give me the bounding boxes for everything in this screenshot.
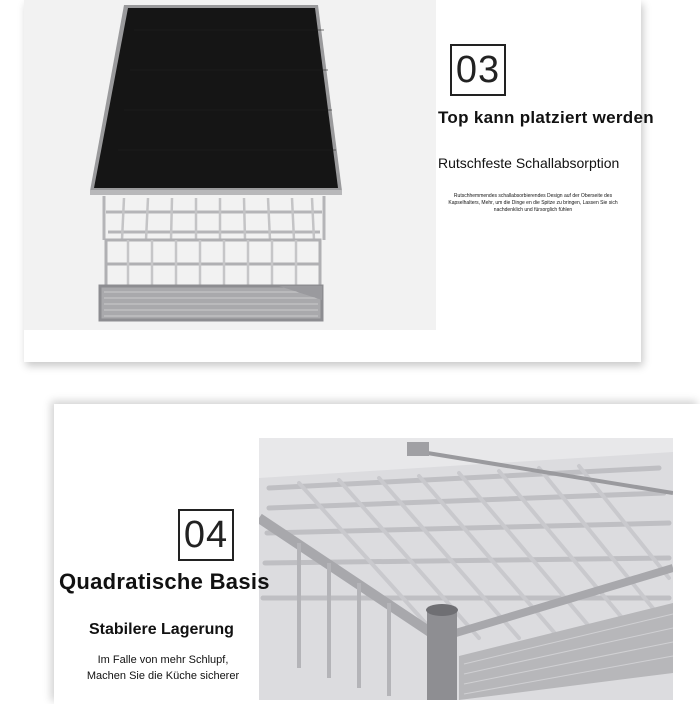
feature-04-subtitle: Stabilere Lagerung	[89, 621, 234, 638]
feature-04-description-line-2: Machen Sie die Küche sicherer	[86, 670, 240, 682]
drawer-illustration	[24, 0, 436, 330]
feature-03-number: 03	[450, 44, 506, 96]
feature-04-number: 04	[178, 509, 234, 561]
feature-03-subtitle: Rutschfeste Schallabsorption	[438, 155, 620, 171]
feature-04-title: Quadratische Basis	[59, 569, 270, 594]
drawer-top-view-photo	[24, 0, 436, 330]
feature-03-description: Rutschhemmendes schallabsorbierendes Design auf der Oberseite des Kapselhalters, Mehr, um die Dinge en die Spitze zu bringen, Lassen Sie sich nachdenklich und fürsorglich fühlen	[448, 193, 618, 213]
basket-illustration	[259, 438, 673, 700]
feature-04-description-line-1: Im Falle von mehr Schlupf,	[97, 654, 229, 666]
wire-basket-closeup-photo	[259, 438, 673, 700]
feature-03-title: Top kann platziert werden	[438, 108, 654, 127]
